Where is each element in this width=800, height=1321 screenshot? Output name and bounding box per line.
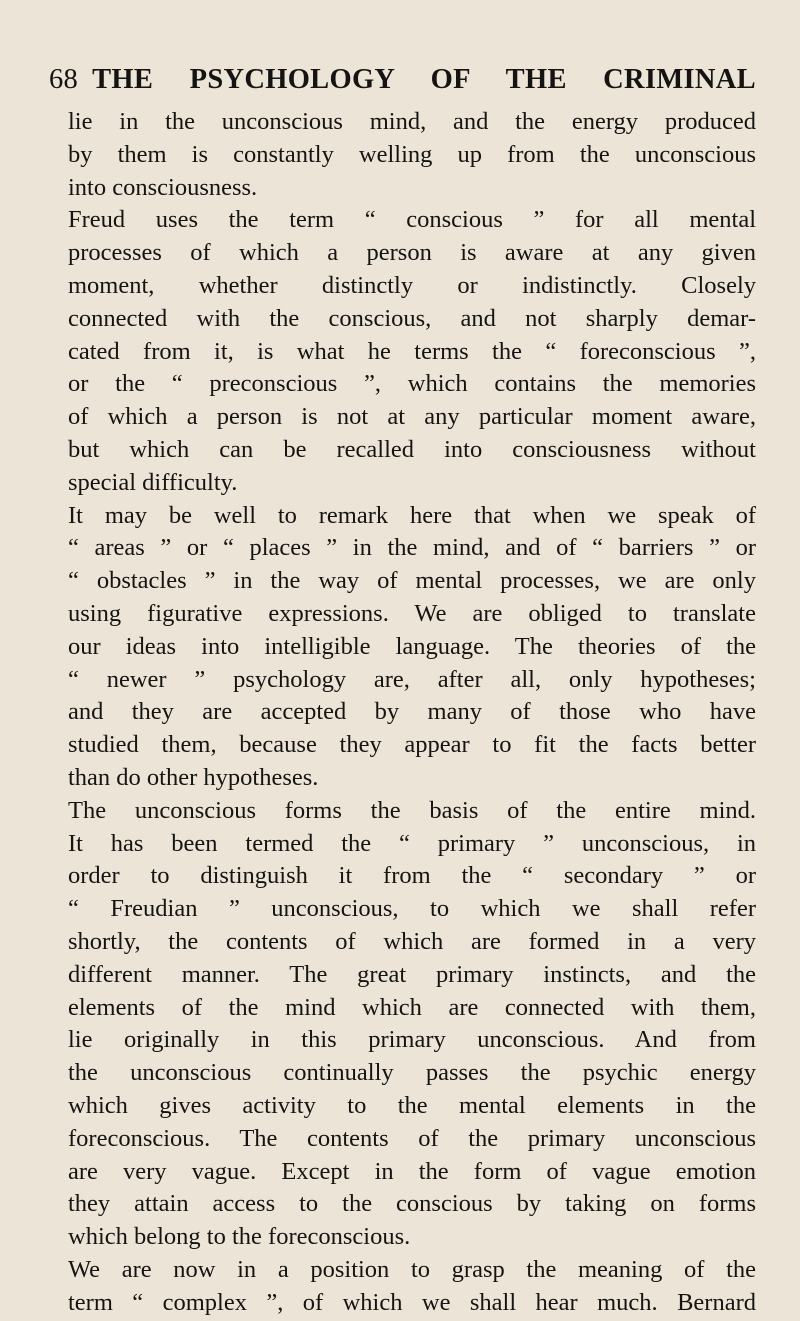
text-line: studied them, because they appear to fit the facts better (68, 731, 756, 759)
text-line: but which can be recalled into consciousness without (68, 435, 756, 463)
text-line: using figurative expressions. We are obliged to translate (68, 599, 756, 627)
text-line: different manner. The great primary instincts, and the (68, 960, 756, 988)
text-line: which belong to the foreconscious. (68, 1223, 411, 1251)
paragraph (68, 1254, 756, 1320)
text-line: “ areas ” or “ places ” in the mind, and of “ barriers ” or (68, 534, 756, 562)
text-line: “ newer ” psychology are, after all, only hypotheses; (68, 665, 756, 693)
text-line: our ideas into intelligible language. The theories of the (68, 632, 756, 660)
paragraph (68, 500, 756, 795)
text-line: processes of which a person is aware at any given (68, 239, 756, 267)
text-line: It may be well to remark here that when we speak of (68, 501, 756, 529)
text-line: are very vague. Except in the form of vague emotion (68, 1157, 756, 1185)
text-line: special difficulty. (68, 468, 238, 496)
text-line: or the “ preconscious ”, which contains the memories (68, 370, 756, 398)
text-line: than do other hypotheses. (68, 763, 319, 791)
text-line: We are now in a position to grasp the meaning of the (68, 1255, 756, 1283)
text-line: which gives activity to the mental elements in the (68, 1091, 756, 1119)
text-line: “ Freudian ” unconscious, to which we shall refer (68, 895, 756, 923)
text-line: lie in the unconscious mind, and the energy produced (68, 108, 756, 135)
text-line: and they are accepted by many of those who have (68, 698, 756, 726)
text-line: lie originally in this primary unconscious. And from (68, 1026, 756, 1054)
text-line: “ obstacles ” in the way of mental processes, we are only (68, 567, 756, 595)
text-line: foreconscious. The contents of the primary unconscious (68, 1124, 756, 1152)
page-number: 68 (49, 64, 79, 95)
paragraph (68, 204, 756, 499)
text-line: moment, whether distinctly or indistinctly. Closely (68, 271, 756, 299)
text-line: It has been termed the “ primary ” unconscious, in (68, 829, 756, 857)
text-line: elements of the mind which are connected with them, (68, 993, 756, 1021)
text-line: The unconscious forms the basis of the entire mind. (68, 796, 756, 824)
paragraph (68, 795, 756, 1254)
paragraph (68, 106, 756, 204)
text-line: cated from it, is what he terms the “ foreconscious ”, (68, 337, 756, 365)
text-line: term “ complex ”, of which we shall hear much. Bernard (68, 1288, 756, 1316)
text-line: shortly, the contents of which are formed in a very (68, 927, 756, 955)
running-title: THE PSYCHOLOGY OF THE CRIMINAL (92, 64, 756, 95)
text-line: of which a person is not at any particular moment aware, (68, 403, 756, 431)
text-line: order to distinguish it from the “ secondary ” or (68, 862, 756, 890)
text-line: by them is constantly welling up from the unconscious (68, 140, 756, 168)
text-line: they attain access to the conscious by taking on forms (68, 1190, 756, 1218)
text-line: the unconscious continually passes the psychic energy (68, 1059, 756, 1087)
page-body-text (68, 106, 756, 1319)
text-line: into consciousness. (68, 173, 258, 201)
text-line: Freud uses the term “ conscious ” for all mental (68, 206, 756, 234)
running-header (49, 64, 756, 100)
text-line: connected with the conscious, and not sharply demar- (68, 304, 756, 332)
